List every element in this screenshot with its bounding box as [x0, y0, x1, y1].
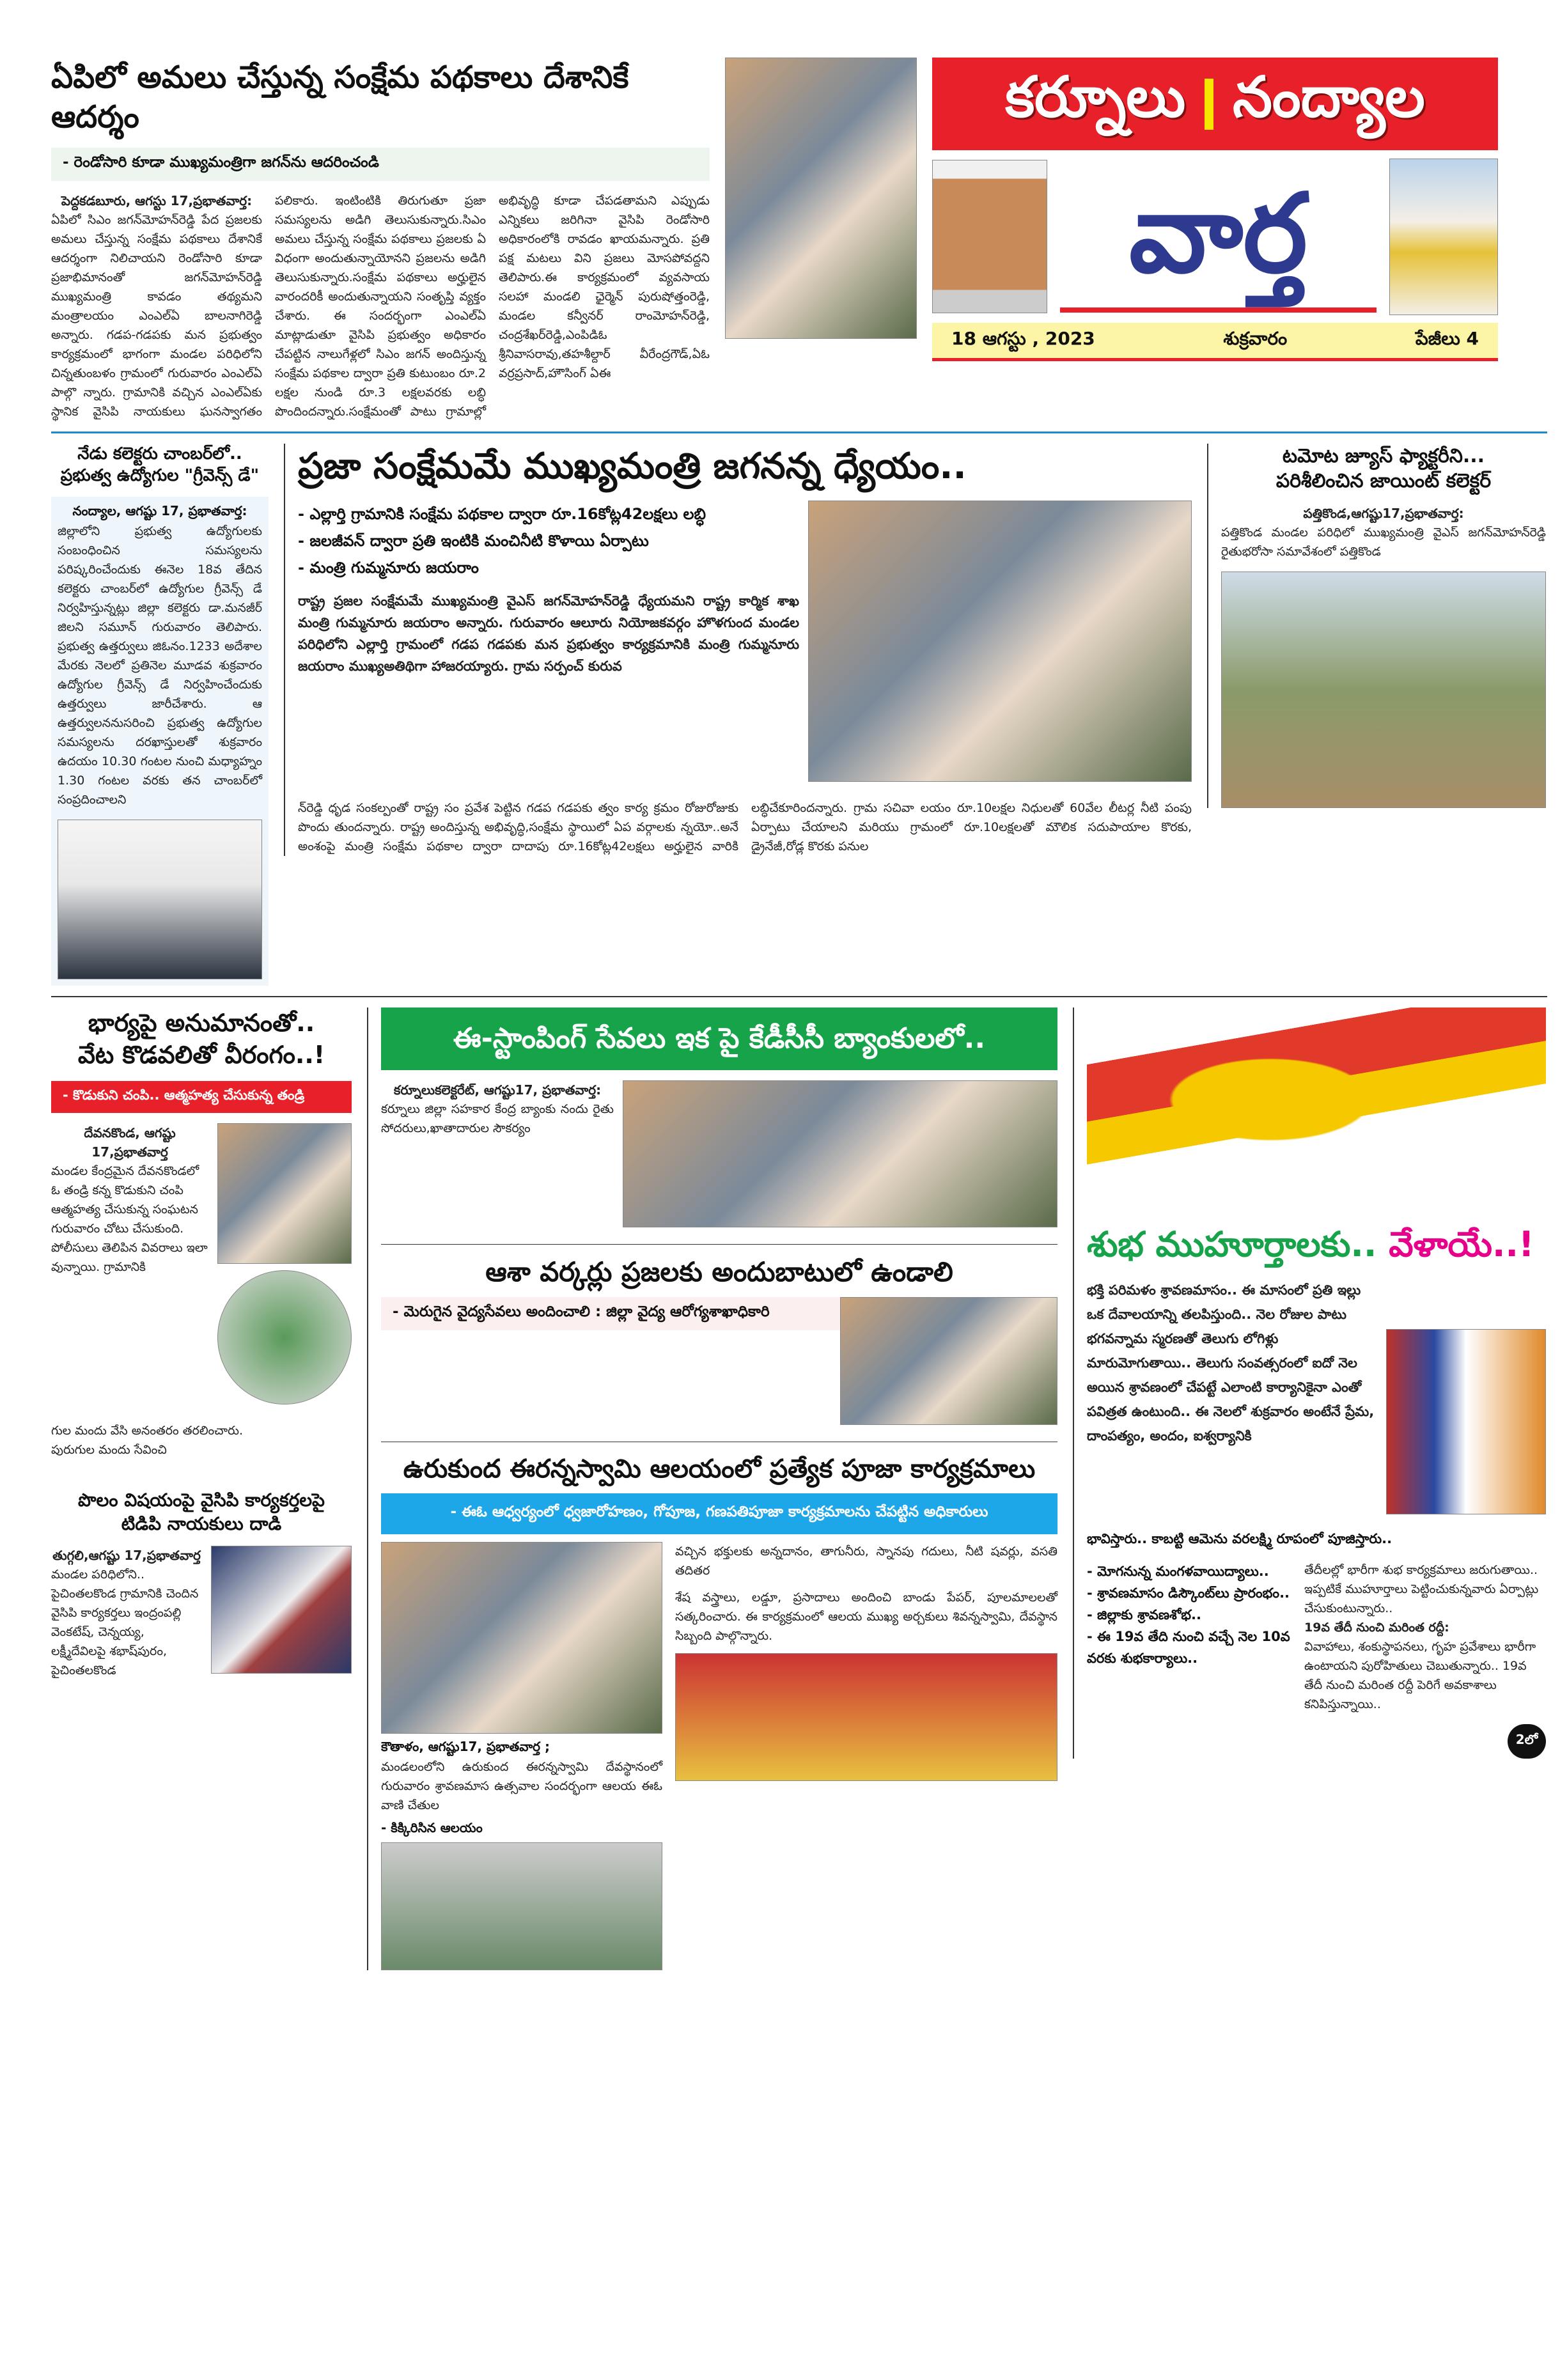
- a3-bullet: - మంత్రి గుమ్మనూరు జయరాం: [298, 558, 479, 577]
- a5-body: దేవనకొండ, ఆగష్టు 17,ప్రభాతవార్త మండల కేంద్రమైన దేవనకొండలో ఓ తండ్రి కన్న కొడుకుని చంపి ఆత్మహత్య చేసుకున్న సంఘటన గురువారం చోటు చేసుకుంది. పోలీసులు తెలిపిన వివరాలు ఇలా వున్నాయి. గ్రామానికి: [51, 1123, 352, 1277]
- a5-headline: భార్యపై అనుమానంతో.. వేట కొడవలితో వీరంగం..!: [77, 1009, 325, 1069]
- a7-dateline: కర్నూలుకలెక్టరేట్, ఆగష్టు17, ప్రభాతవార్త:: [393, 1082, 602, 1098]
- a1-col1: ఏపిలో సిఎం జగన్‌మోహన్‌రెడ్డి పేద ప్రజలకు అమలు చేస్తున్న సంక్షేమ పథకాలు దేశానికే ఆదర్శంగా నిలిచాయని రెండోసారి కూడా ప్రజాభిమానంతో జగన్‌మోహన్‌రెడ్డి ముఖ్యమంత్రి కావడం తథ్యమని మంత్రాలయం ఎంఎల్‌ఏ బాలనాగిరెడ్డి అన్నారు. గడప-గడపకు మన ప్రభుత్వం కార్యక్రమంలో భాగంగా మండల పరిధిలోని చిన్నతుంబళం గ్రామంలో గురువారం ఎంఎల్‌ఏ పాల్గొ: [51, 212, 262, 400]
- a3-bullet: - జలజీవన్ ద్వారా ప్రతి ఇంటికి మంచినీటి కొళాయి ఏర్పాటు: [298, 531, 649, 550]
- a1-photo: [725, 58, 917, 339]
- a9-subheadline: - ఈఓ ఆధ్వర్యంలో ధ్వజారోహణం, గోపూజ, గణపతిపూజా కార్యక్రమాలను చేపట్టిన అధికారులు: [381, 1493, 1057, 1534]
- issue-weekday: శుక్రవారం: [1223, 327, 1288, 349]
- a10-bullets: [1087, 1560, 1291, 1669]
- row-bottom: [51, 997, 1547, 1970]
- a6-body: తుగ్గలి,ఆగష్టు 17,ప్రభాతవార్త మండల పరిధిలోని.. పైచింతలకొండ గ్రామానికి చెందిన వైసిపి కార్యకర్తలు ఇంద్రంపల్లి వెంకటేష్, చెన్నయ్య, లక్ష్మీదేవిలపై శభాష్‌పురం, పైచింతలకొండ: [51, 1546, 352, 1680]
- date-bar: [932, 323, 1498, 361]
- a5-subheadline: - కొడుకుని చంపి.. ఆత్మహత్య చేసుకున్న తండ్రి: [51, 1081, 352, 1113]
- continued-badge: 2లో: [1508, 1724, 1546, 1759]
- page-count: పేజీలు 4: [1415, 327, 1479, 349]
- issue-date: 18 ఆగస్టు , 2023: [951, 327, 1095, 349]
- region-banner: [932, 58, 1498, 150]
- a9-photo-priest: [675, 1653, 1057, 1781]
- row-top: [51, 58, 1547, 433]
- logo-underline: [1060, 307, 1377, 313]
- a10-bullet: - మోగనున్న మంగళవాయిద్యాలు..: [1087, 1563, 1269, 1579]
- a4-dateline: పత్తికొండ,ఆగష్టు17,ప్రభాతవార్త:: [1303, 505, 1464, 521]
- article-3: [284, 444, 1192, 856]
- a3-bullet: - ఎల్లార్తి గ్రామానికి సంక్షేమ పథకాల ద్వారా రూ.16కోట్ల42లక్షలు లబ్ధి: [298, 504, 706, 523]
- a2-body: జిల్లాలోని ప్రభుత్వ ఉద్యోగులకు సంబంధించిన సమస్యలను పరిష్కరించేందుకు ఈనెల 18వ తేదిన కలెక్టరు చాంబర్‌లో ఉద్యోగుల గ్రీవెన్స్ డే నిర్వహిస్తున్నట్లు జిల్లా కలెక్టరు డా.మనజీర్ జిలని సమూన్ గురువారం తెలిపారు. ప్రభుత్వ ఉత్తర్వులు జిఓనం.1233 అదేశాల మేరకు నెలలో ప్రతినెల మూడవ శుక్రవారం ఉద్యోగుల గ్రీవెన్స్ డే నిర్వహించేందుకు ఉత్తర్వులు జారీచేశారు. ఆ ఉత్తర్వులననుసరించి ప్రభుత్వ ఉద్యోగుల సమస్యలను దరఖాస్తులతో శుక్రవారం ఉదయం 10.30 గంటల నుంచి మధ్యాహ్నం 1.30 గంటల వరకు తన చాంబర్‌లో సంప్రదించాలని: [58, 524, 262, 807]
- a7-headline: ఈ-స్టాంపింగ్ సేవలు ఇక పై కేడీసీసీ బ్యాంకులలో..: [381, 1007, 1057, 1069]
- a1-col2: న్నారు. గ్రామానికి వచ్చిన ఎంఎల్‌ఏకు స్థానిక వైసిపి నాయకులు ఘనస్వాగతం పలికారు. ఇంటింటికి తిరుగుతూ ప్రజా సమస్యలను అడిగి తెలుసుకున్నారు.సిఎం అమలు చేస్తున్న సంక్షేమ పథకాలు ప్రజలకు ఏ విధంగా అందుతున్నాయోనని ప్రజలను అడిగి తెలుసుకున్నారు.సంక్షేమ పథకాలు అర్హులైన వారందరికీ అందుతున్నాయని సంతృప్తి వ్యక్తం చేశారు. ఈ సందర్భంగా ఎంఎల్‌ఏ మాట్లాడుతూ వైసిపి ప్రభుత్వం అధికారం చేపట్టిన: [51, 193, 486, 419]
- collector-photo: [58, 820, 262, 979]
- logo: వార్త: [1129, 171, 1307, 297]
- a3-col2: సంక్షేమ పథకాల ద్వారా దాదాపు రూ.16కోట్ల42లక్షలు అర్హులైన వారికి లబ్ధిచేకూరిందన్నారు. గ్రామ సచివా లయం రూ.10లక్షల నిధులతో 60వేల లీటర్ల నీటి పంపు ఏర్పాటు చేయాలని మరియు గ్రామంలో రూ.10లక్షలతో మౌలిక సదుపాయాల కొరకు, డ్రైనేజీ,రోడ్ల కొరకు పనుల: [383, 800, 1192, 853]
- a1-body: [51, 191, 710, 421]
- a4-photo: [1221, 572, 1546, 808]
- region-right: నంద్యాల: [1233, 64, 1425, 130]
- a9-headline: ఉరుకుంద ఈరన్నస్వామి ఆలయంలో ప్రత్యేక పూజా కార్యక్రమాలు: [403, 1454, 1036, 1484]
- a1-subheadline: - రెండోసారి కూడా ముఖ్యమంత్రిగా జగన్‌ను ఆదరించండి: [51, 148, 710, 181]
- a9-photo-crowd: [381, 1842, 662, 1970]
- right-column: [1073, 1007, 1546, 1758]
- a10-intro-end: భావిస్తారు.. కాబట్టి ఆమెను వరలక్ష్మి రూపంలో పూజిస్తారు..: [1087, 1530, 1392, 1546]
- a4-body: పత్తికొండ,ఆగష్టు17,ప్రభాతవార్త: పత్తికొండ మండల పరిధిలో ముఖ్యమంత్రి వైఎస్ జగన్‌మోహన్‌రెడ్డి రైతుభరోసా సమావేశంలో పత్తికొండ: [1221, 504, 1546, 561]
- a5-photo-mother: [217, 1123, 352, 1264]
- a10-bullet: - ఈ 19వ తేది నుంచి వచ్చే నెల 10వ వరకు శుభకార్యాలు..: [1087, 1628, 1290, 1666]
- a1-dateline: పెద్దకడబూరు, ఆగస్టు 17,ప్రభాతవార్త:: [61, 192, 253, 208]
- a9-body: మండలంలోని ఉరుకుంద ఈరన్నస్వామి దేవస్థానంలో గురువారం శ్రావణమాస ఉత్సవాల సందర్భంగా ఆలయ ఈఓ వాణి చేతుల: [381, 1760, 662, 1813]
- row-middle: [51, 433, 1547, 998]
- a3-intro: రాష్ట్ర ప్రజల సంక్షేమమే ముఖ్యమంత్రి వైఎస్ జగన్‌మోహన్‌రెడ్డి ధ్యేయమని రాష్ట్ర కార్మిక శాఖ మంత్రి గుమ్మనూరు జయరాం అన్నారు. గురువారం ఆలూరు నియోజకవర్గం హొళగుంద మండల పరిధిలోని ఎల్లార్తి గ్రామంలో గడప గడపకు మన ప్రభుత్వం కార్యక్రమానికి మంత్రి గుమ్మనూరు జయరాం ముఖ్యఅతిథిగా హాజరయ్యారు. గ్రామ సర్పంచ్ కురువ: [298, 593, 799, 674]
- a3-photo: [808, 501, 1192, 782]
- masthead: [932, 58, 1498, 361]
- a3-columns: [298, 798, 1192, 856]
- fort-image: [932, 160, 1047, 313]
- a7-photo: [623, 1080, 1057, 1227]
- a3-headline: ప్రజా సంక్షేమమే ముఖ్యమంత్రి జగనన్న ధ్యేయం..: [298, 445, 967, 487]
- a5-photo-man: [217, 1270, 352, 1404]
- a2-body-box: [51, 497, 269, 986]
- article-2: [51, 444, 269, 986]
- a1-col3: నాలుగేళ్లలో సిఎం జగన్ అందిస్తున్న సంక్షేమ పథకాల ద్వారా ప్రతి కుటుంబం రూ.2 లక్షల నుండి రూ.3 లక్షలవరకు లబ్ధి పొందిందన్నారు.సంక్షేమంతో పాటు గ్రామాల్లో అభివృద్ధి కూడా చేపడతామని ఎప్పుడు ఎన్నికలు జరిగినా వైసిపి రెండోసారి అధికారంలోకి రావడం ఖాయమన్నారు. ప్రతి పక్ష మటలు విని ప్రజలు మోసపోవద్దని తెలిపారు.ఈ కార్యక్రమంలో వ్యవసాయ సలహా మండలి ఛైర్మెన్ పురుషోత్తంరెడ్డి, మండల కన్వీనర్ రాంమోహన్‌రెడ్డి, చంద్రశేఖర్‌రెడ్డి,ఎంపిడిఓ శ్రీనివాసరావు,తహశీల్దార్ వీరేంద్రగౌడ్,ఏఓ వర్రప్రసాద్,హౌసింగ్ ఏఈ: [275, 193, 710, 419]
- a6-headline: పొలం విషయంపై వైసిపి కార్యకర్తలపై టిడిపి నాయకులు దాడి: [78, 1489, 325, 1534]
- a2-dateline: నంద్యాల, ఆగష్టు 17, ప్రభాతవార్త:: [72, 503, 247, 519]
- a9-photo-puja: [381, 1542, 662, 1734]
- a5-dateline: దేవనకొండ, ఆగష్టు 17,ప్రభాతవార్త: [84, 1125, 176, 1160]
- nandi-image: [1389, 159, 1498, 315]
- middle-column: [367, 1007, 1057, 1970]
- region-separator: [1205, 79, 1213, 130]
- article-1: [51, 58, 710, 421]
- a10-bullet: - జిల్లాకు శ్రావణశోభ..: [1087, 1606, 1201, 1622]
- a10-subhead: 19వ తేదీ నుంచి మరింత రద్దీ:: [1304, 1620, 1449, 1635]
- a8-subheadline: - మెరుగైన వైద్యసేవలు అందించాలి : జిల్లా వైద్య ఆరోగ్యశాఖాధికారి: [381, 1297, 1057, 1330]
- a6-photo: [211, 1546, 352, 1674]
- left-column: [51, 1007, 352, 1680]
- a9-dateline: కౌతాళం, ఆగష్టు17, ప్రభాతవార్త ;: [381, 1739, 550, 1755]
- a2-headline: నేడు కలెక్టరు చాంబర్‌లో.. ప్రభుత్వ ఉద్యోగుల "గ్రీవెన్స్ డే": [60, 444, 260, 485]
- a10-headline: శుభ ముహూర్తాలకు.. వేళాయే..!: [1087, 1224, 1534, 1265]
- a8-headline: ఆశా వర్కర్లు ప్రజలకు అందుబాటులో ఉండాలి: [485, 1256, 953, 1287]
- a1-headline: ఏపిలో అమలు చేస్తున్న సంక్షేమ పథకాలు దేశానికే ఆదర్శం: [51, 59, 629, 136]
- a9-caption: - కిక్కిరిసిన ఆలయం: [381, 1820, 483, 1836]
- wedding-cloth-illustration: [1087, 1007, 1546, 1212]
- a7-body: కర్నూలుకలెక్టరేట్, ఆగష్టు17, ప్రభాతవార్త: కర్నూలు జిల్లా సహకార కేంద్ర బ్యాంకు నందు రైతు సోదరులు,ఖాతాదారుల సౌకర్యం: [381, 1080, 1057, 1138]
- a10-intro: భక్తి పరిమళం శ్రావణమాసం.. ఈ మాసంలో ప్రతి ఇల్లు ఒక దేవాలయాన్ని తలపిస్తుంది.. నెల రోజుల పాటు భగవన్నామ స్మరణతో తెలుగు లోగిళ్లు మారుమోగుతాయి.. తెలుగు సంవత్సరంలో ఐదో నెల అయిన శ్రావణంలో చేపట్టే ఎలాంటి కార్యానికైనా ఎంతో పవిత్రత ఉంటుంది.. ఈ నెలలో శుక్రవారం అంటేనే ప్రేమ, దాంపత్యం, అందం, ఐశ్వర్యానికి: [1087, 1282, 1375, 1443]
- a4-headline: టమోట జ్యూస్ ఫ్యాక్టరీని... పరిశీలించిన జాయింట్ కలెక్టర్: [1275, 444, 1492, 492]
- a5-tail: గుల మందు వేసి అనంతరం తరలించారు. పురుగుల మందు సేవించి: [51, 1424, 244, 1458]
- a9-right-top: వచ్చిన భక్తులకు అన్నదానం, తాగునీరు, స్నానపు గదులు, నీటి షవర్లు, వసతి తదితర: [675, 1544, 1057, 1578]
- a6-dateline: తుగ్గలి,ఆగష్టు 17,ప్రభాతవార్త: [52, 1547, 201, 1563]
- a10-right-col: తేదీలల్లో భారీగా శుభ కార్యక్రమాలు జరుగుతాయి.. ఇప్పటికే ముహూర్తాలు పెట్టించుకున్నవారు ఏర్పాట్లు చేసుకుంటున్నారు.. 19వ తేదీ నుంచి మరింత రద్దీ: వివాహాలు, శంకుస్థాపనలు, గృహ ప్రవేశాలు భారీగా ఉంటాయని పురోహితులు చెబుతున్నారు.. 19వ తేదీ నుంచి మరింత రద్దీ పెరిగే అవకాశాలు కనిపిస్తున్నాయి..: [1304, 1560, 1546, 1714]
- region-left: కర్నూలు: [1005, 64, 1186, 130]
- a8-photo: [840, 1297, 1057, 1425]
- a3-col1: న్‌రెడ్డి ధృడ సంకల్పంతో రాష్ట్ర సం ప్రవేశ పెట్టిన గడప గడపకు త్వం కార్య క్రమం రోజురోజుకు పొందు తుందన్నారు. రాష్ట్ర అందిస్తున్న అభివృద్ధి,సంక్షేమ స్థాయిలో ఏప వర్గాలకు న్నయో..అనే అంశంపై మంత్రి: [298, 800, 738, 853]
- article-4: [1207, 444, 1546, 808]
- a10-bullet: - శ్రావణమాసం డిస్కౌంట్‌లు ప్రారంభం..: [1087, 1585, 1290, 1601]
- a9-right-end: శేష వస్త్రాలు, లడ్డూ, ప్రసాదాలు అందించి బాండు పేపర్, పూలమాలలతో సత్కరించారు. ఈ కార్యక్రమంలో ఆలయ ముఖ్య అర్చకులు శివన్నస్వామి, దేవస్థాన సిబ్బంది పాల్గొన్నారు.: [675, 1591, 1057, 1644]
- couple-illustration: [1386, 1329, 1546, 1514]
